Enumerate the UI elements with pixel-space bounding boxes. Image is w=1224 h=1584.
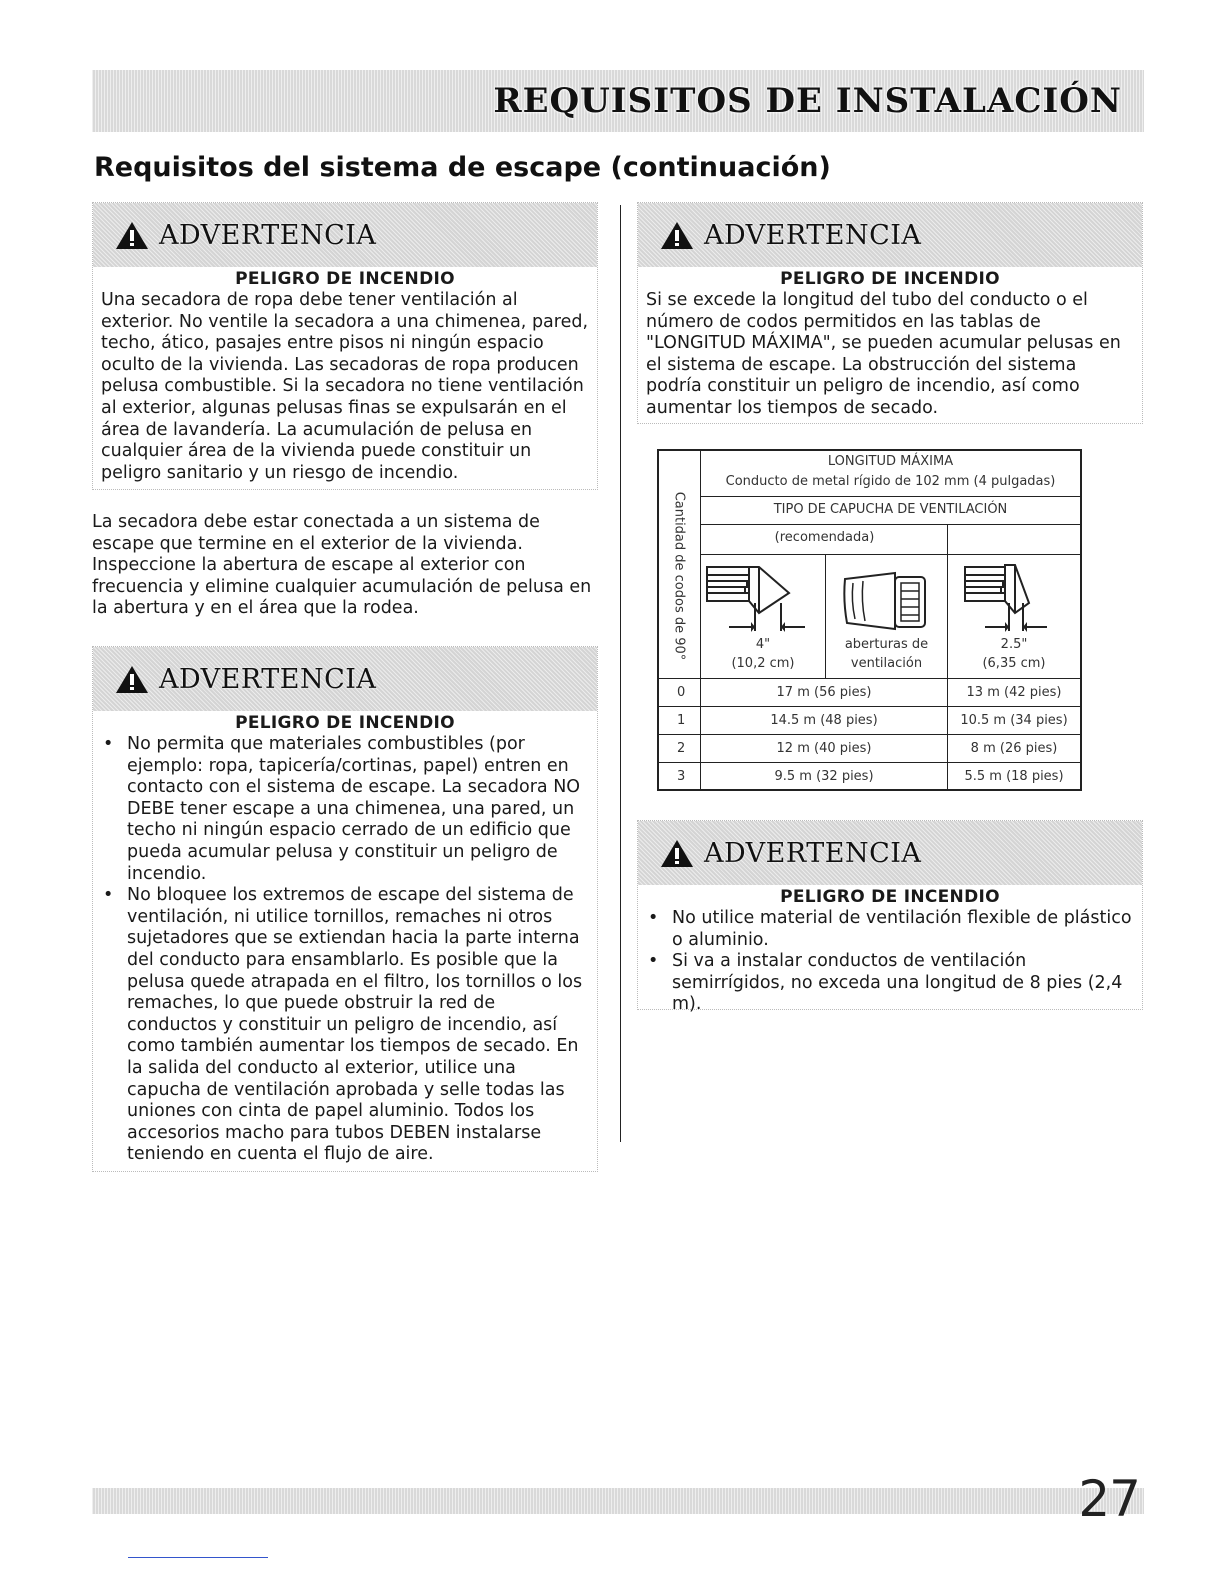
footer-rule <box>128 1557 268 1558</box>
table-divider <box>701 524 1080 525</box>
table-cell: 17 m (56 pies) <box>776 685 872 700</box>
hood-size-metric: ventilación <box>850 656 923 671</box>
body-paragraph: La secadora debe estar conectada a un sistema de escape que termine en el exterior de la vivienda. Inspeccione la abertura de escape al exterior con frecuencia y elimine cualquier acumulación de pelusa en la abertura y en el área que la rodea. <box>92 512 592 619</box>
flap-hood-small-icon <box>963 561 1071 639</box>
table-cell: 10.5 m (34 pies) <box>960 713 1068 728</box>
hazard-title: PELIGRO DE INCENDIO <box>780 887 1000 907</box>
warning-triangle-icon <box>115 664 149 694</box>
louvered-hood-icon <box>839 569 935 635</box>
table-subtitle: Conducto de metal rígido de 102 mm (4 pulgadas) <box>725 474 1056 489</box>
warning-bullet-list <box>93 734 597 1166</box>
flap-hood-icon <box>705 561 819 639</box>
page-subtitle: Requisitos del sistema de escape (continuación) <box>94 152 831 183</box>
warning-label: ADVERTENCIA <box>159 663 377 695</box>
warning-header <box>93 647 597 711</box>
section-title: REQUISITOS DE INSTALACIÓN <box>493 81 1122 121</box>
table-divider <box>659 678 1080 679</box>
table-divider <box>659 734 1080 735</box>
warning-label: ADVERTENCIA <box>159 219 377 251</box>
hood-size: aberturas de <box>844 637 929 652</box>
warning-triangle-icon <box>660 220 694 250</box>
hood-type-header: TIPO DE CAPUCHA DE VENTILACIÓN <box>773 502 1008 517</box>
table-cell: 13 m (42 pies) <box>966 685 1062 700</box>
elbow-count: 2 <box>677 741 686 756</box>
warning-label: ADVERTENCIA <box>704 837 922 869</box>
hood-size: 4" <box>755 637 771 652</box>
hazard-title: PELIGRO DE INCENDIO <box>780 269 1000 289</box>
hazard-title: PELIGRO DE INCENDIO <box>235 713 455 733</box>
warning-label: ADVERTENCIA <box>704 219 922 251</box>
elbows-axis-label: Cantidad de codos de 90° <box>671 491 687 661</box>
warning-triangle-icon <box>115 220 149 250</box>
table-divider <box>701 496 1080 497</box>
elbow-count: 1 <box>677 713 686 728</box>
list-item: • No bloquee los extremos de escape del sistema de ventilación, ni utilice tornillos, remaches ni otros sujetadores que se extiendan hacia la parte interna del conducto para ensamblarlo. Es posible que la pelusa quede atrapada en el filtro, los tornillos o los remaches, lo que puede obstruir la red de conductos y constituir un peligro de incendio, así como también aumentar los tiempos de secado. En la salida del conducto al exterior, utilice una capucha de ventilación aprobada y selle todas las uniones con cinta de papel aluminio. Todos los accesorios macho para tubos DEBEN instalarse teniendo en cuenta el flujo de aire. <box>101 885 589 1166</box>
warning-bullet-list <box>638 908 1142 1016</box>
warning-box-4 <box>637 820 1143 1015</box>
table-divider <box>659 706 1080 707</box>
table-divider <box>659 762 1080 763</box>
warning-box-1 <box>92 202 598 490</box>
table-title: LONGITUD MÁXIMA <box>827 454 954 469</box>
max-length-table <box>657 449 1082 791</box>
warning-text: Una secadora de ropa debe tener ventilación al exterior. No ventile la secadora a una chimenea, pared, techo, ático, pasajes entre pisos ni ningún espacio oculto de la vivienda. Las secadoras de ropa producen pelusa combustible. Si la secadora no tiene ventilación al exterior, algunas pelusas finas se expulsarán en el área de lavandería. La acumulación de pelusa en cualquier área de la vivienda puede constituir un peligro sanitario y un riesgo de incendio. <box>101 290 589 483</box>
list-item: • No permita que materiales combustibles (por ejemplo: ropa, tapicería/cortinas, papel) entren en contacto con el sistema de escape. La secadora NO DEBE tener escape a una chimenea, una pared, un techo ni ningún espacio cerrado de un edificio que pueda acumular pelusa y constituir un peligro de incendio. <box>101 734 589 885</box>
page-number: 27 <box>1078 1470 1140 1528</box>
hood-size-metric: (6,35 cm) <box>982 656 1046 671</box>
warning-header <box>638 203 1142 267</box>
column-divider <box>620 205 621 1142</box>
recommended-label: (recomendada) <box>774 530 875 545</box>
warning-triangle-icon <box>660 838 694 868</box>
warning-header <box>93 203 597 267</box>
table-cell: 14.5 m (48 pies) <box>770 713 878 728</box>
table-divider <box>948 554 1080 555</box>
list-item: • Si va a instalar conductos de ventilación semirrígidos, no exceda una longitud de 8 pies (2,4 m). <box>646 951 1134 1016</box>
hood-size: 2.5" <box>1000 637 1028 652</box>
warning-box-2 <box>92 646 598 1172</box>
warning-box-3 <box>637 202 1143 424</box>
warning-text: Si se excede la longitud del tubo del conducto o el número de codos permitidos en las tablas de "LONGITUD MÁXIMA", se pueden acumular pelusas en el sistema de escape. La obstrucción del sistema podría constituir un peligro de incendio, así como aumentar los tiempos de secado. <box>646 290 1121 418</box>
section-header-bar <box>92 70 1144 132</box>
warning-header <box>638 821 1142 885</box>
table-cell: 12 m (40 pies) <box>776 741 872 756</box>
table-cell: 8 m (26 pies) <box>970 741 1058 756</box>
elbow-count: 3 <box>677 769 686 784</box>
list-item: • No utilice material de ventilación flexible de plástico o aluminio. <box>646 908 1134 951</box>
footer-bar <box>92 1488 1144 1514</box>
hazard-title: PELIGRO DE INCENDIO <box>235 269 455 289</box>
table-cell: 9.5 m (32 pies) <box>774 769 874 784</box>
table-cell: 5.5 m (18 pies) <box>964 769 1064 784</box>
elbow-count: 0 <box>677 685 686 700</box>
hood-size-metric: (10,2 cm) <box>731 656 795 671</box>
